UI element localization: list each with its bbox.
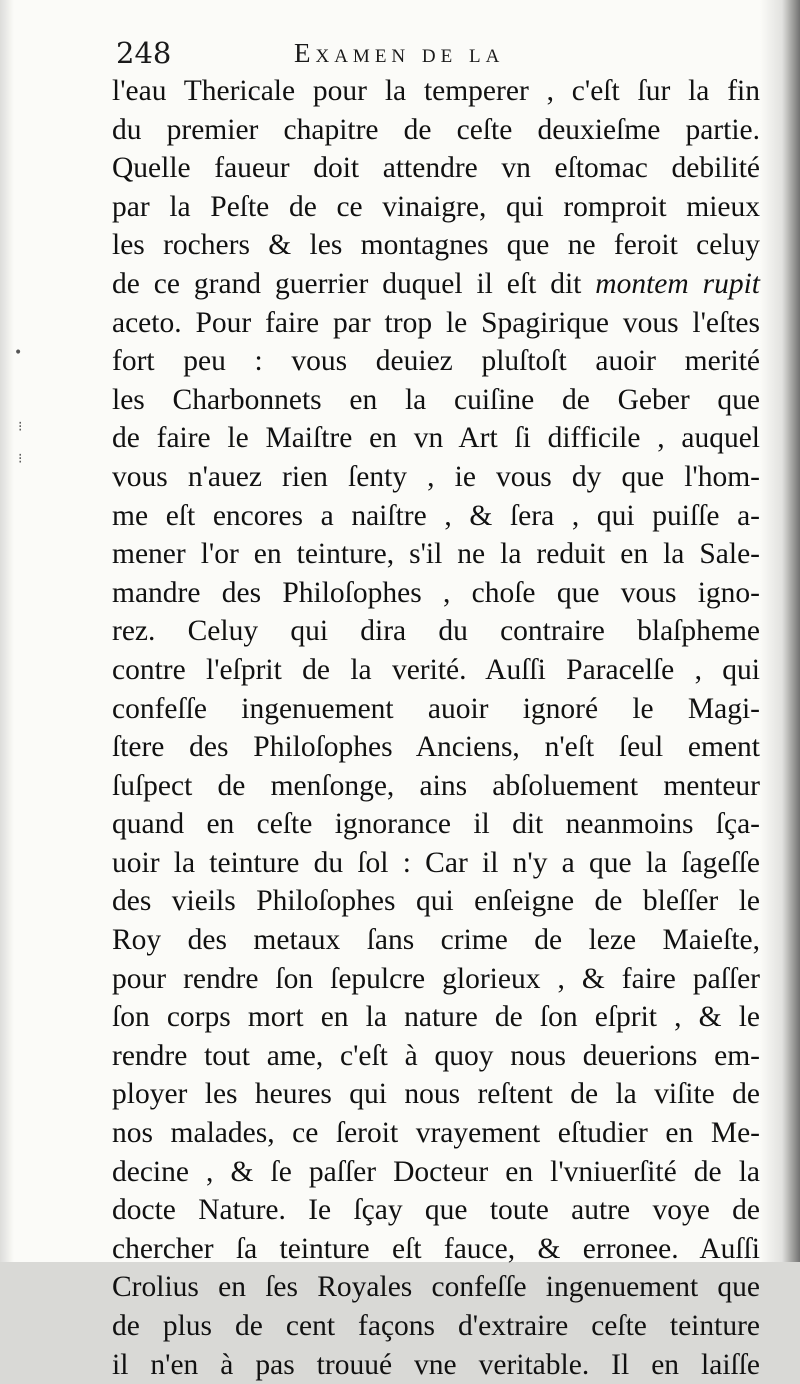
- text-line: rendre tout ame, c'eſt à quoy nous deuerions em-: [112, 1039, 760, 1072]
- page-number: 248: [116, 36, 172, 70]
- text-line: des vieils Philoſophes qui enſeigne de bleſſer le: [112, 885, 760, 918]
- text-line: vous n'auez rien ſenty , ie vous dy que l'hom-: [112, 460, 760, 493]
- text-line: Crolius en ſes Royales confeſſe ingenuement que: [112, 1271, 760, 1304]
- text-line: de faire le Maiſtre en vn Art ſi difficile , auquel: [112, 422, 760, 455]
- text-line: Quelle faueur doit attendre vn eſtomac debilité: [112, 152, 760, 185]
- text-line: me eſt encores a naiſtre , & ſera , qui puiſſe a-: [112, 499, 760, 532]
- text-line: de plus de cent façons d'extraire ceſte teinture: [112, 1310, 760, 1342]
- text-line: mandre des Philoſophes , choſe que vous igno-: [112, 576, 760, 609]
- ink-mark: ⁝: [18, 451, 23, 467]
- text-line: docte Nature. Ie ſçay que toute autre voye de: [112, 1194, 760, 1227]
- text-line-roman: de ce grand guerrier duquel il eſt dit: [112, 267, 582, 300]
- text-line-with-italic: [112, 265, 760, 304]
- text-line: l'eau Thericale pour la temperer , c'eſt ſur la fin: [112, 75, 760, 107]
- text-line: contre l'eſprit de la verité. Auſſi Paracelſe , qui: [112, 653, 760, 686]
- text-line: nos malades, ce ſeroit vrayement eſtudier en Me-: [112, 1117, 760, 1150]
- text-line: rez. Celuy qui dira du contraire blaſpheme: [112, 615, 760, 648]
- binding-shadow: [760, 0, 800, 1262]
- text-line: les rochers & les montagnes que ne feroit celuy: [112, 229, 760, 262]
- text-line: Roy des metaux ſans crime de leze Maieſte,: [112, 924, 760, 957]
- text-line: les Charbonnets en la cuiſine de Geber que: [112, 383, 760, 416]
- running-head: Examen de la: [294, 38, 505, 68]
- page-left-edge: [0, 0, 14, 1262]
- text-line: ſtere des Philoſophes Anciens, n'eſt ſeul ement: [112, 731, 760, 764]
- text-line: il n'en à pas trouué vne veritable. Il en laiſſe: [112, 1348, 760, 1381]
- ink-mark: ⁝: [18, 419, 23, 435]
- text-line: aceto. Pour faire par trop le Spagirique vous l'eſtes: [112, 306, 760, 339]
- text-line: mener l'or en teinture, s'il ne la reduit en la Sale-: [112, 538, 760, 571]
- text-line: pour rendre ſon ſepulcre glorieux , & faire paſſer: [112, 962, 760, 995]
- page-header: [116, 30, 636, 70]
- italic-latin-phrase: montem rupit: [595, 267, 760, 300]
- text-line: ſuſpect de menſonge, ains abſoluement menteur: [112, 769, 760, 802]
- text-line: decine , & ſe paſſer Docteur en l'vniuerſité de la: [112, 1155, 760, 1188]
- text-line: ſon corps mort en la nature de ſon eſprit , & le: [112, 1001, 760, 1034]
- text-line: ployer les heures qui nous reſtent de la viſite de: [112, 1078, 760, 1111]
- text-line: du premier chapitre de ceſte deuxieſme partie.: [112, 113, 760, 146]
- body-text: [112, 72, 760, 1384]
- ink-mark: •: [14, 345, 23, 361]
- text-line: quand en ceſte ignorance il dit neanmoins ſça-: [112, 808, 760, 841]
- text-line: fort peu : vous deuiez pluſtoſt auoir merité: [112, 345, 760, 378]
- text-line: par la Peſte de ce vinaigre, qui romproit mieux: [112, 190, 760, 223]
- text-line: confeſſe ingenuement auoir ignoré le Magi-: [112, 692, 760, 725]
- text-line: chercher ſa teinture eſt fauce, & erronee. Auſſi: [112, 1232, 760, 1265]
- text-line: uoir la teinture du ſol : Car il n'y a que la ſageſſe: [112, 846, 760, 879]
